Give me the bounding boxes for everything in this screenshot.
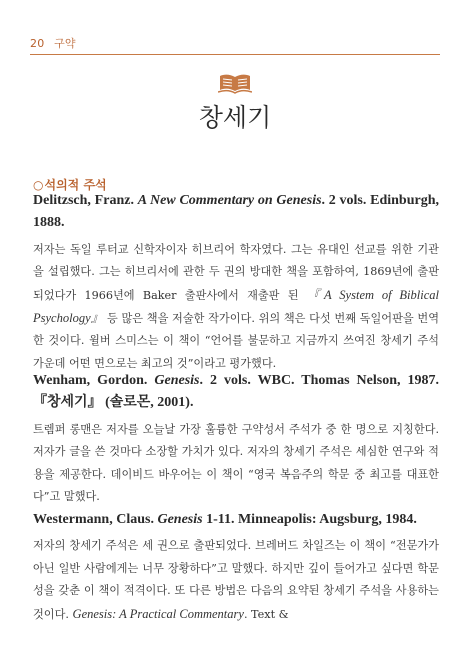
bibliography-entry [33,509,439,626]
entry-description [33,419,439,509]
running-head [30,35,76,51]
entry-body-end: 등 많은 책을 저술한 작가이다. 위의 책은 다섯 번째 독일어판을 번역한 것이다. 윌버 스미스는 이 책이 “언어를 불문하고 지금까지 쓰여진 창세기 주석 가운데 어떤 면으로는 최고의 것”이라고 평가했다. [33,312,440,370]
entry-details: . 2 vols. WBC. Thomas Nelson, 1987. 『창세기』 (솔로몬, 2001). [33,373,439,411]
entry-reference [33,509,439,531]
entry-title: Genesis [154,373,200,388]
page-number: 20 [30,37,45,50]
entry-body-end: . Text & [243,607,289,621]
section-title: 석의적 주석 [44,178,107,192]
entry-details: 1-11. Minneapolis: Augsburg, 1984. [202,512,417,527]
entry-reference [33,190,439,235]
entry-author: Delitzsch, Franz. [33,193,134,208]
entry-description [33,535,439,626]
entry-body: 저자는 독일 루터교 신학자이자 히브리어 학자였다. 그는 유대인 선교를 위한 기관을 설립했다. 그는 히브리서에 관한 두 권의 방대한 책을 포함하여, 1869년에 출판되었다가 1966년에 Baker 출판사에서 재출판 된 [33,242,439,302]
entry-title: Genesis [157,512,203,527]
entry-body: 트렘퍼 롱맨은 저자를 오늘날 가장 훌륭한 구약성서 주석가 중 한 명으로 지칭한다. 저자가 글을 쓴 것마다 소장할 가치가 있다. 저자의 창세기 주석은 세심한 연구와 적용을 제공한다. 데이비드 바우어는 이 책이 “영국 복음주의 학문 중 최고를 대표한다”고 말했다. [33,422,439,504]
chapter-title: 창세기 [198,103,272,132]
entry-description [33,239,439,375]
entry-title: A New Commentary on Genesis [137,193,322,208]
entry-reference [33,370,439,415]
bibliography-entry [33,370,439,508]
section-name: 구약 [54,37,76,50]
entry-author: Wenham, Gordon. [33,373,148,388]
entry-body: 저자의 창세기 주석은 세 권으로 출판되었다. 브레버드 차일즈는 이 책이 “전문가가 아닌 일반 사람에게는 너무 장황하다”고 말했다. 하지만 깊이 들어가고 싶다면 학문성을 갖춘 이 책이 적격이다. 또 다른 방법은 다음의 요약된 창세기 주석을 사용하는 것이다. [33,539,439,621]
section-bullet: ○ [33,178,44,192]
entry-author: Westermann, Claus. [33,512,154,527]
bibliography-entry [33,190,439,375]
open-book-icon [218,72,252,94]
entry-body-italic: Genesis: A Practical Commentary [72,606,244,621]
header-rule [30,54,440,55]
entry-details: . 2 vols. Edinburgh, 1888. [33,193,440,231]
entry-body-italic: 『A System of Biblical Psychology』 [33,287,439,326]
